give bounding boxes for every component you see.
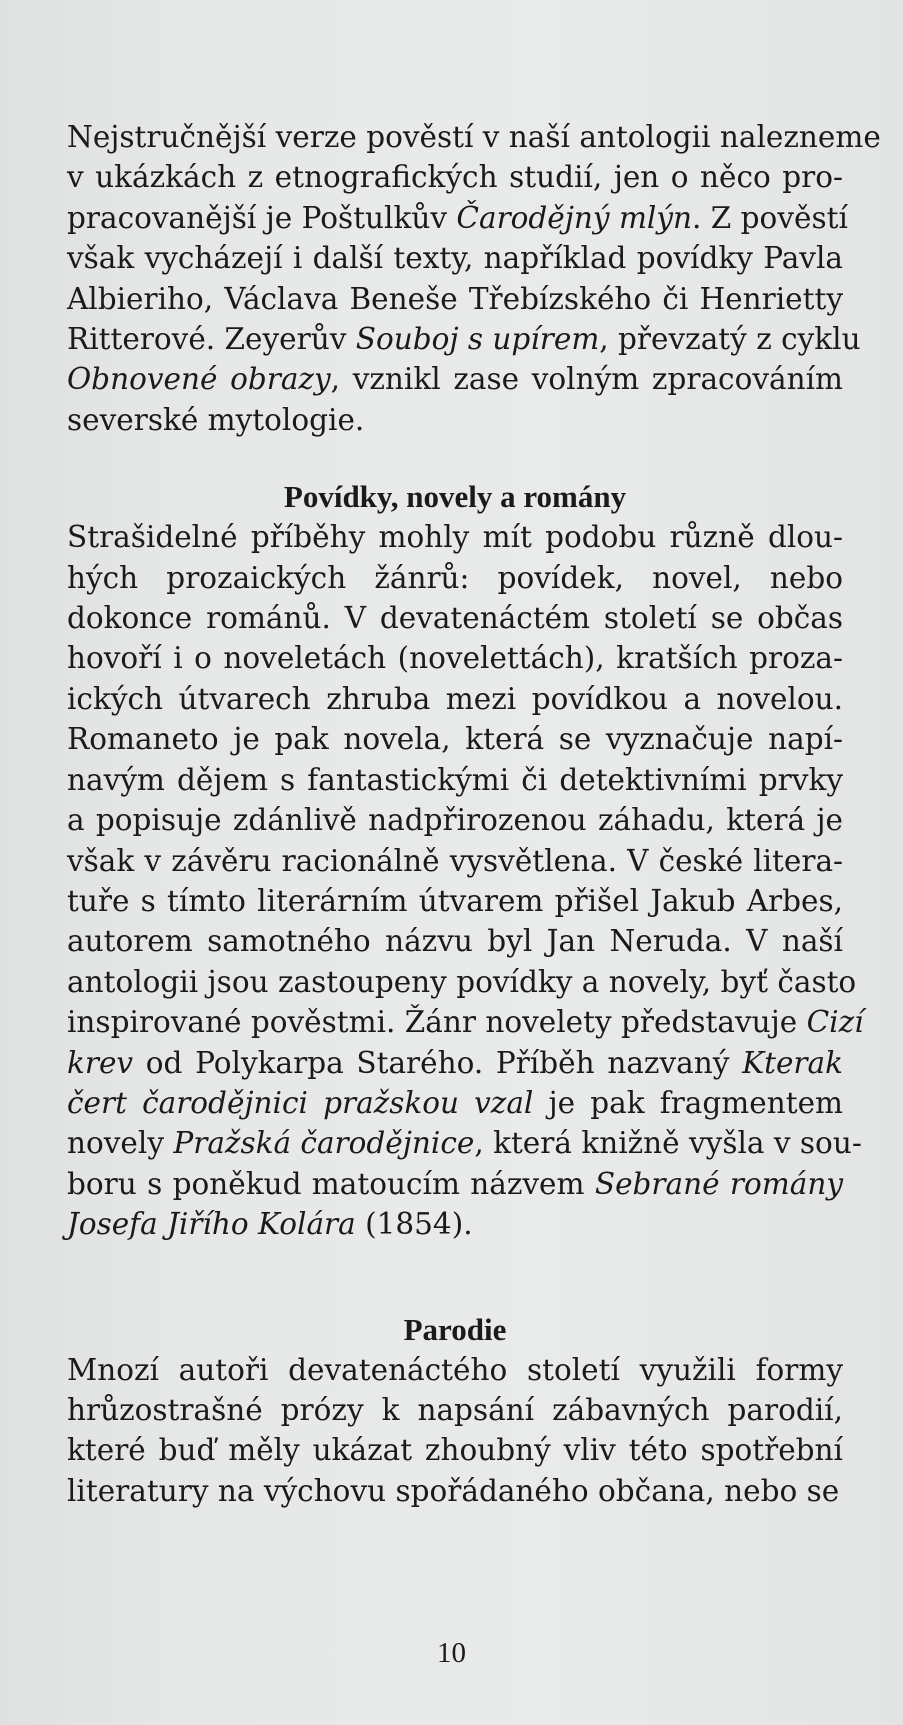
text-run: Nejstručnější verze pověstí v naší antologii nalezneme — [67, 120, 881, 154]
text-line — [67, 1002, 864, 1042]
italic-title: čert čarodějnici pražskou vzal — [67, 1085, 534, 1120]
italic-title: Obnovené obrazy — [67, 362, 331, 397]
text-line — [67, 238, 843, 278]
text-run: dokonce románů. V devatenáctém století se občas — [67, 601, 843, 636]
text-line — [67, 117, 881, 157]
text-run: v ukázkách z etnografických studií, jen o něco pro- — [67, 160, 843, 195]
text-line — [67, 1083, 843, 1123]
text-run: Albieriho, Václava Beneše Třebízského či Henrietty — [67, 281, 843, 316]
text-line — [67, 1123, 862, 1163]
section-heading-novels: Povídky, novely a romány — [283, 479, 627, 515]
text-line — [67, 598, 843, 638]
text-line — [67, 198, 848, 238]
text-line — [67, 921, 843, 961]
text-line — [67, 1390, 843, 1430]
text-run: boru s poněkud matoucím názvem — [67, 1166, 595, 1201]
text-column — [67, 117, 881, 1511]
text-run: tuře s tímto literárním útvarem přišel Jakub Arbes, — [67, 883, 843, 918]
text-run: autorem samotného názvu byl Jan Neruda. V naší — [67, 924, 843, 959]
section-heading-parodies: Parodie — [403, 1311, 507, 1347]
text-line — [67, 359, 843, 399]
italic-title: Kterak — [742, 1045, 843, 1080]
italic-title: Pražská čarodějnice — [173, 1126, 475, 1161]
text-line — [67, 1471, 843, 1511]
text-line — [67, 1043, 843, 1083]
text-line — [67, 1204, 843, 1244]
text-run: Ritterové. Zeyerův — [67, 322, 356, 357]
text-run: Romaneto je pak novela, která se vyznačuje napí- — [67, 722, 843, 757]
text-line — [67, 679, 843, 719]
text-run: antologii jsou zastoupeny povídky a novely, byť často — [67, 964, 857, 999]
text-line — [67, 841, 843, 881]
text-run: (1854). — [355, 1207, 473, 1242]
text-run: severské mytologie. — [67, 402, 365, 437]
text-line — [67, 1430, 843, 1470]
text-run: pracovanější je Poštulkův — [67, 200, 457, 235]
text-line — [67, 719, 843, 759]
text-run: od Polykarpa Starého. Příběh nazvaný — [133, 1045, 743, 1080]
text-run: inspirované pověstmi. Žánr novelety představuje — [67, 1005, 807, 1040]
text-run: Strašidelné příběhy mohly mít podobu různě dlou- — [67, 520, 843, 555]
text-run: hrůzostrašné prózy k napsání zábavných parodií, — [67, 1392, 843, 1427]
text-line — [67, 962, 857, 1002]
text-line — [67, 558, 843, 598]
text-run: však v závěru racionálně vysvětlena. V české litera- — [67, 843, 843, 878]
text-run: však vycházejí i další texty, například povídky Pavla — [67, 241, 843, 276]
italic-title: Sebrané romány — [594, 1166, 843, 1201]
text-run: Mnozí autoři devatenáctého století využili formy — [67, 1352, 843, 1387]
italic-title: Čarodějný mlýn — [456, 200, 693, 235]
intro-paragraph — [67, 117, 881, 440]
text-run: ických útvarech zhruba mezi povídkou a novelou. — [67, 681, 843, 716]
italic-title: Josefa Jiřího Kolára — [67, 1207, 356, 1242]
text-line — [67, 279, 843, 319]
parodies-paragraph — [67, 1350, 843, 1512]
text-line — [67, 881, 843, 921]
text-line — [67, 638, 843, 678]
text-run: hých prozaických žánrů: povídek, novel, nebo — [67, 560, 843, 595]
text-run: , která knižně vyšla v sou- — [474, 1126, 862, 1161]
text-run: a popisuje zdánlivě nadpřirozenou záhadu, která je — [67, 803, 843, 838]
text-line — [67, 760, 843, 800]
novels-paragraph — [67, 517, 864, 1244]
text-line — [67, 319, 861, 359]
italic-title: Souboj s upírem — [355, 322, 600, 357]
text-line — [67, 157, 843, 197]
italic-title: krev — [67, 1045, 134, 1080]
text-run: . Z pověstí — [692, 200, 848, 235]
text-run: literatury na výchovu spořádaného občana, nebo se — [67, 1473, 840, 1508]
text-run: , vznikl zase volným zpracováním — [330, 362, 843, 397]
text-run: novely — [67, 1126, 174, 1161]
text-run: které buď měly ukázat zhoubný vliv této spotřební — [67, 1433, 843, 1468]
page-number: 10 — [437, 1637, 466, 1669]
text-run: navým dějem s fantastickými či detektivními prvky — [67, 762, 843, 797]
text-line — [67, 517, 843, 557]
text-line — [67, 1350, 843, 1390]
text-run: je pak fragmentem — [533, 1085, 843, 1120]
text-run: , převzatý z cyklu — [599, 322, 861, 357]
text-line — [67, 800, 843, 840]
text-run: hovoří i o noveletách (novelettách), kratších proza- — [67, 641, 843, 676]
text-line — [67, 400, 843, 440]
text-line — [67, 1164, 843, 1204]
italic-title: Cizí — [806, 1005, 864, 1040]
